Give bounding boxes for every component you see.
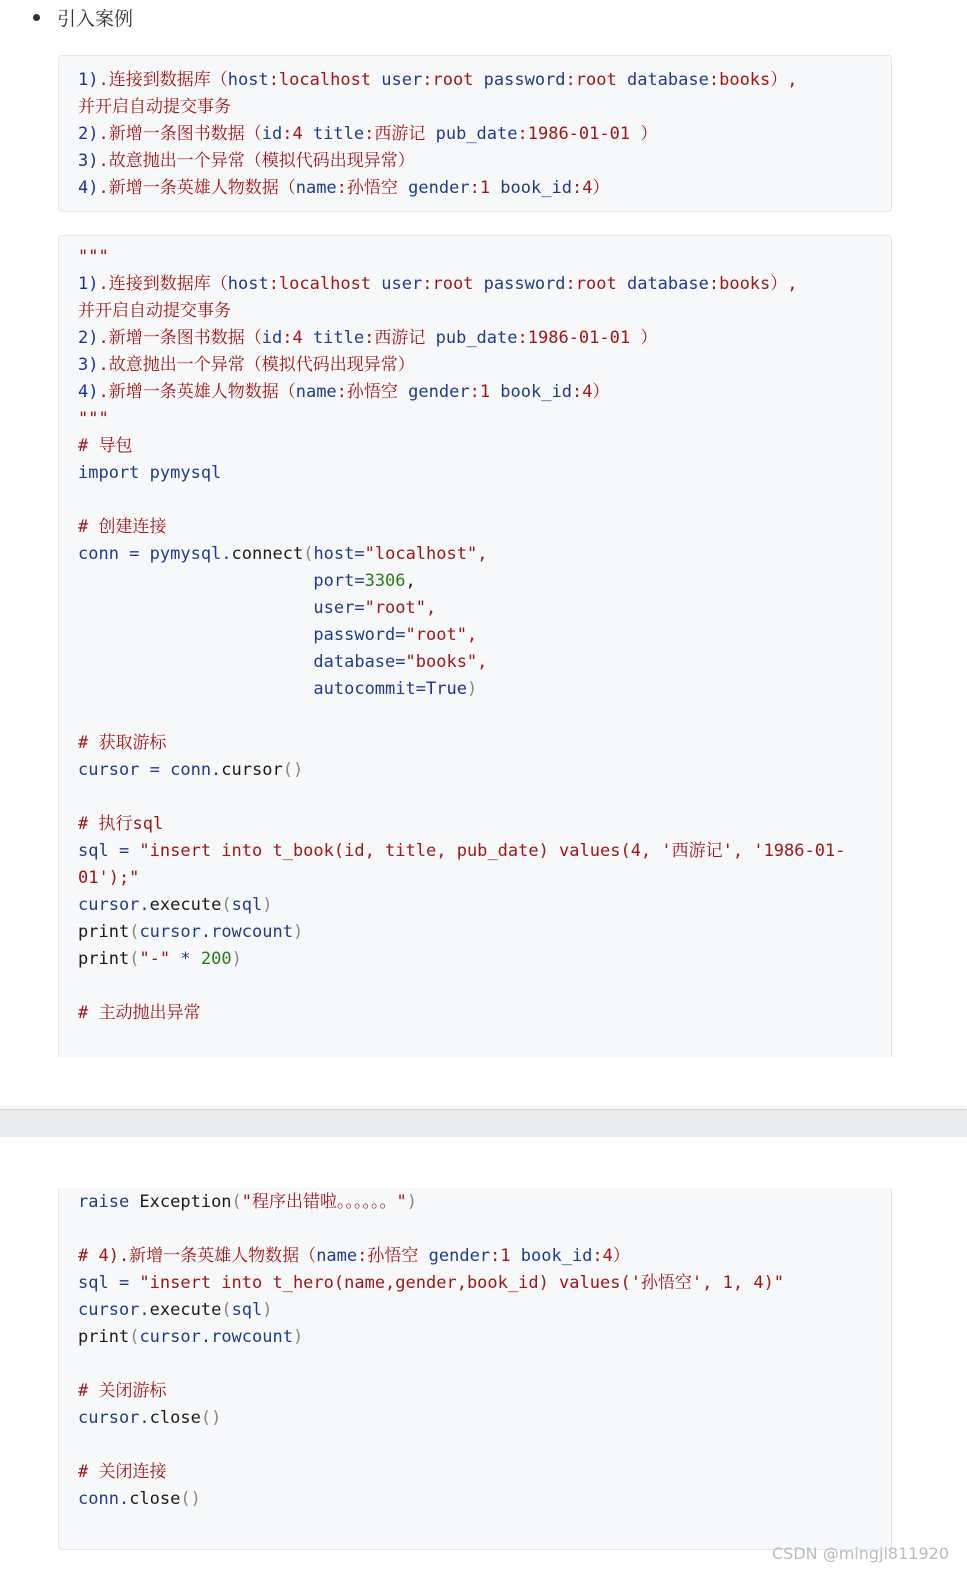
code-line <box>78 703 891 730</box>
code-line <box>78 148 891 175</box>
code-line <box>78 865 891 892</box>
code-line <box>78 352 891 379</box>
code-token: title <box>312 328 365 348</box>
code-token: 4) <box>78 178 99 198</box>
code-token: """ <box>78 409 109 429</box>
code-line <box>78 1189 891 1216</box>
code-token: import pymysql <box>78 463 222 483</box>
code-token: "insert into t_book(id, title, pub_date) values(4, '西游记', '1986-01- <box>139 841 846 861</box>
code-token: True <box>426 679 467 699</box>
code-token: .故意抛出一个异常（模拟代码出现异常） <box>98 151 415 171</box>
code-token: database <box>626 70 709 90</box>
code-token: .新增一条图书数据（ <box>98 328 262 348</box>
code-line <box>78 946 891 973</box>
code-token: execute <box>149 895 222 915</box>
code-token: """ <box>78 247 109 267</box>
code-line <box>78 568 891 595</box>
code-token: id <box>261 124 283 144</box>
code-token: 3306 <box>364 571 406 591</box>
code-token: :root <box>565 274 627 294</box>
code-token: "root", <box>405 625 478 645</box>
code-token: 1) <box>78 70 99 90</box>
code-line <box>78 973 891 1000</box>
code-token: :1986-01-01 ） <box>517 328 658 348</box>
code-content <box>59 1188 891 1513</box>
code-line <box>78 730 891 757</box>
code-line <box>78 919 891 946</box>
code-token: :孙悟空 <box>336 178 409 198</box>
code-token: ) <box>406 1192 418 1212</box>
code-token: cursor <box>221 760 283 780</box>
code-token: ) <box>292 922 304 942</box>
code-token: ( <box>129 922 140 942</box>
code-token: , <box>405 571 416 591</box>
code-line <box>78 94 891 121</box>
code-token: ) <box>262 895 273 915</box>
code-token: execute <box>149 1300 222 1320</box>
csdn-watermark: CSDN @mingji811920 <box>772 1544 949 1563</box>
code-line <box>78 379 891 406</box>
code-line <box>78 1297 891 1324</box>
code-token: :root <box>565 70 627 90</box>
code-token: .新增一条英雄人物数据（ <box>98 382 296 402</box>
code-line <box>78 811 891 838</box>
code-token: book_id <box>500 382 572 402</box>
code-token: # 导包 <box>78 436 133 456</box>
code-line <box>78 460 891 487</box>
code-line <box>78 406 891 433</box>
code-token: 并开启自动提交事务 <box>78 97 231 117</box>
code-token: "books", <box>405 652 488 672</box>
code-token: 2) <box>78 124 99 144</box>
code-block-program[interactable] <box>58 235 892 1057</box>
code-token: book_id <box>500 178 572 198</box>
code-token: "程序出错啦。。。。。。" <box>241 1192 407 1212</box>
code-token: * <box>170 949 201 969</box>
code-token: conn. <box>78 1489 130 1509</box>
code-block-requirements[interactable] <box>58 55 892 212</box>
code-token: () <box>200 1408 222 1428</box>
code-line <box>78 892 891 919</box>
code-token: # 执行sql <box>78 814 164 834</box>
code-token: password= <box>78 625 406 645</box>
code-line <box>78 1432 891 1459</box>
code-line <box>78 622 891 649</box>
code-token: user <box>381 70 423 90</box>
code-token: connect <box>231 544 304 564</box>
code-token: # 关闭游标 <box>78 1381 167 1401</box>
code-line <box>78 121 891 148</box>
code-token: :localhost <box>268 274 382 294</box>
code-token: print <box>78 949 130 969</box>
code-token: print <box>78 922 130 942</box>
code-token: 3) <box>78 355 99 375</box>
code-token: :1 <box>469 178 501 198</box>
code-line <box>78 757 891 784</box>
code-token: "-" <box>139 949 171 969</box>
code-line <box>78 649 891 676</box>
code-token: .新增一条图书数据（ <box>98 124 262 144</box>
code-token: :4 <box>282 124 313 144</box>
code-token: :4） <box>571 178 610 198</box>
code-token: :孙悟空 <box>336 382 409 402</box>
code-token: 2) <box>78 328 99 348</box>
code-token: close <box>129 1489 181 1509</box>
code-line <box>78 1459 891 1486</box>
code-token: .连接到数据库（ <box>98 70 228 90</box>
code-token: cursor. <box>78 1300 150 1320</box>
code-token: ( <box>231 1192 242 1212</box>
code-token: gender <box>408 178 470 198</box>
code-token: user= <box>78 598 365 618</box>
code-token: id <box>261 328 283 348</box>
code-token: :books）, <box>708 274 798 294</box>
code-token: host <box>227 70 269 90</box>
code-token: host <box>227 274 269 294</box>
code-line <box>78 298 891 325</box>
code-token: password <box>483 70 566 90</box>
code-token: Exception <box>139 1192 232 1212</box>
code-token: conn = pymysql. <box>78 544 232 564</box>
code-token: .故意抛出一个异常（模拟代码出现异常） <box>98 355 415 375</box>
code-token: :西游记 <box>364 124 436 144</box>
code-token: cursor. <box>78 895 150 915</box>
code-token: # 主动抛出异常 <box>78 1003 201 1023</box>
code-token: pub_date <box>435 124 518 144</box>
code-token: 01');" <box>78 868 140 888</box>
code-token: port= <box>78 571 365 591</box>
code-token: ) <box>262 1300 273 1320</box>
code-line <box>78 433 891 460</box>
code-block-program-continued[interactable] <box>58 1188 892 1550</box>
code-token: gender <box>428 1246 491 1266</box>
code-line <box>78 1486 891 1513</box>
code-token: sql <box>231 895 263 915</box>
code-line <box>78 325 891 352</box>
code-token: user <box>381 274 423 294</box>
code-line <box>78 487 891 514</box>
code-token: print <box>78 1327 130 1347</box>
code-line <box>78 1324 891 1351</box>
code-token: host= <box>313 544 365 564</box>
code-token: close <box>149 1408 201 1428</box>
code-line <box>78 541 891 568</box>
code-token: :1 <box>469 382 501 402</box>
code-token: :root <box>422 70 484 90</box>
code-token: name <box>295 178 337 198</box>
code-token: () <box>180 1489 201 1509</box>
code-token: database= <box>78 652 406 672</box>
code-content <box>59 236 891 1027</box>
code-line <box>78 1378 891 1405</box>
code-token: .新增一条英雄人物数据（ <box>98 178 296 198</box>
code-token: ) <box>292 1327 304 1347</box>
code-token: password <box>483 274 566 294</box>
code-token: # 关闭连接 <box>78 1462 167 1482</box>
code-token: raise <box>78 1192 140 1212</box>
code-token: :孙悟空 <box>357 1246 429 1266</box>
code-token: gender <box>408 382 470 402</box>
code-token: sql = <box>78 841 140 861</box>
intro-bullet-text: 引入案例 <box>57 7 134 30</box>
code-token: :books）, <box>708 70 798 90</box>
code-token: title <box>312 124 365 144</box>
intro-bullet <box>33 2 133 32</box>
code-token: :localhost <box>268 70 382 90</box>
code-line <box>78 784 891 811</box>
code-line <box>78 514 891 541</box>
code-line <box>78 1000 891 1027</box>
code-token: book_id <box>520 1246 593 1266</box>
code-token: name <box>295 382 337 402</box>
code-token: ) <box>231 949 242 969</box>
code-line <box>78 595 891 622</box>
code-token: database <box>626 274 709 294</box>
code-token: ( <box>221 895 232 915</box>
code-token: # 获取游标 <box>78 733 167 753</box>
code-line <box>78 676 891 703</box>
code-content <box>59 56 891 202</box>
code-token: 200 <box>200 949 232 969</box>
code-token: ) <box>466 679 478 699</box>
code-line <box>78 1405 891 1432</box>
code-token: cursor.rowcount <box>139 922 293 942</box>
code-token: 并开启自动提交事务 <box>78 301 231 321</box>
code-token: :4） <box>592 1246 630 1266</box>
code-token: cursor = conn. <box>78 760 222 780</box>
page-break-divider <box>0 1109 967 1137</box>
code-line <box>78 175 891 202</box>
code-token: ( <box>303 544 314 564</box>
code-token: 1) <box>78 274 99 294</box>
code-token: ( <box>221 1300 232 1320</box>
code-token: autocommit= <box>78 679 426 699</box>
code-token: pub_date <box>435 328 518 348</box>
code-token: name <box>316 1246 358 1266</box>
code-token: sql <box>231 1300 263 1320</box>
bullet-dot-icon <box>33 14 40 21</box>
code-token: # 创建连接 <box>78 517 167 537</box>
code-token: "insert into t_hero(name,gender,book_id) values('孙悟空', 1, 4)" <box>139 1273 785 1293</box>
code-token: cursor.rowcount <box>139 1327 293 1347</box>
code-line <box>78 1270 891 1297</box>
code-line <box>78 244 891 271</box>
code-token: :1 <box>490 1246 521 1266</box>
code-token: .连接到数据库（ <box>98 274 228 294</box>
code-token: sql = <box>78 1273 140 1293</box>
code-token: :4） <box>571 382 610 402</box>
code-token: () <box>282 760 304 780</box>
code-token: :西游记 <box>364 328 436 348</box>
code-token: "localhost", <box>364 544 488 564</box>
code-token: "root", <box>364 598 437 618</box>
code-token: ( <box>129 949 140 969</box>
code-token: :1986-01-01 ） <box>517 124 658 144</box>
code-token: 3) <box>78 151 99 171</box>
code-line <box>78 1351 891 1378</box>
code-token: :4 <box>282 328 313 348</box>
code-line <box>78 67 891 94</box>
code-line <box>78 1216 891 1243</box>
code-token: ( <box>129 1327 140 1347</box>
code-line <box>78 838 891 865</box>
code-token: cursor. <box>78 1408 150 1428</box>
code-token: :root <box>422 274 484 294</box>
code-token: # 4).新增一条英雄人物数据（ <box>78 1246 317 1266</box>
code-token: 4) <box>78 382 99 402</box>
code-line <box>78 1243 891 1270</box>
code-line <box>78 271 891 298</box>
